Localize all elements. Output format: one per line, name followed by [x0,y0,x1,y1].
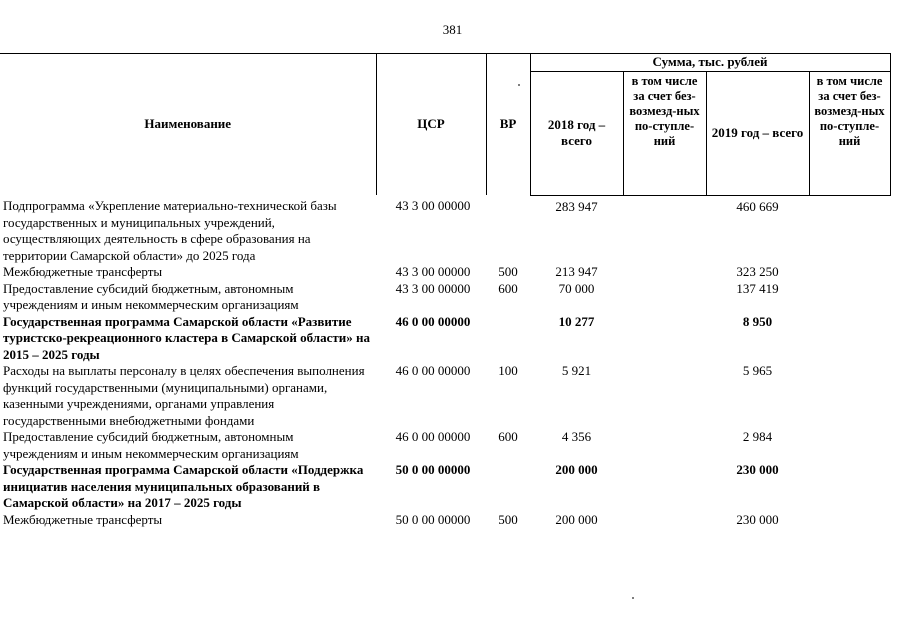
header-2018-total-text: 2018 год – всего [547,117,606,148]
cell-incl18 [623,512,706,529]
cell-incl19 [809,281,890,314]
table-row [0,512,890,529]
cell-vr: 500 [498,511,518,527]
cell-vr: 600 [498,429,518,444]
cell-csr: 50 0 00 00000 [395,462,471,477]
cell-incl19 [809,264,890,281]
table-row [0,314,890,364]
header-csr: ЦСР [376,54,486,196]
header-sum-group: Сумма, тыс. рублей [530,54,890,72]
scan-speck [518,84,520,86]
cell-name: Государственная программа Самарской области «Развитие туристско-рекреационного кластера в Самарской области» на 2015 – 2025 годы [3,313,370,362]
header-2019-total: 2019 год – всего [706,71,809,195]
cell-incl19 [809,429,890,462]
page-number: 381 [442,22,463,37]
cell-csr: 46 0 00 00000 [395,363,471,378]
cell-amt18: 10 277 [558,313,595,329]
cell-amt19: 2 984 [742,429,773,444]
cell-incl18 [623,264,706,281]
cell-name: Подпрограмма «Укрепление материально-технической базы государственных и муниципальных учреждений, осуществляющих деятельность в сфере образования на территории Самарской области» до 2025 года [3,198,337,263]
cell-incl19 [809,462,890,512]
header-name: Наименование [0,54,376,196]
table-row [0,264,890,281]
cell-name: Межбюджетные трансферты [3,511,163,527]
cell-incl18 [623,195,706,264]
cell-amt18: 70 000 [558,280,595,296]
cell-incl18 [623,363,706,429]
table-row [0,195,890,264]
cell-name: Межбюджетные трансферты [3,264,163,279]
cell-csr: 43 3 00 00000 [395,280,471,296]
cell-csr: 43 3 00 00000 [395,198,471,213]
header-2019-incl: в том числе за счет без-возмезд-ных по-ступле-ний [809,71,890,195]
header-2018-total [530,71,623,195]
cell-amt18: 200 000 [555,462,598,477]
cell-amt19: 323 250 [736,264,779,279]
cell-amt19: 8 950 [742,313,773,329]
cell-name: Предоставление субсидий бюджетным, автономным учреждениям и иным некоммерческим организациям [3,429,299,461]
cell-incl18 [623,281,706,314]
header-2018-incl: в том числе за счет без-возмезд-ных по-ступле-ний [623,71,706,195]
cell-incl18 [623,429,706,462]
table-row [0,281,890,314]
cell-name: Государственная программа Самарской области «Поддержка инициатив населения муниципальных образований в Самарской области» на 2017 – 2025 годы [3,462,364,510]
table-row [0,462,890,512]
cell-vr: 500 [498,264,518,279]
cell-vr [486,462,530,512]
table-header [0,54,890,196]
cell-incl18 [623,314,706,364]
cell-incl19 [809,314,890,364]
cell-csr: 46 0 00 00000 [395,429,471,444]
cell-vr: 100 [498,363,518,378]
cell-amt18: 283 947 [555,198,598,214]
cell-incl19 [809,363,890,429]
budget-table [0,53,891,528]
cell-amt18: 5 921 [561,363,592,378]
cell-amt19: 460 669 [736,198,779,214]
cell-amt19: 230 000 [736,462,779,477]
cell-vr [486,195,530,264]
cell-csr: 50 0 00 00000 [395,511,471,527]
cell-amt19: 230 000 [736,511,779,527]
cell-name: Предоставление субсидий бюджетным, автономным учреждениям и иным некоммерческим организациям [3,280,299,312]
cell-amt18: 213 947 [555,264,598,279]
cell-vr [486,314,530,364]
table-row [0,429,890,462]
cell-amt19: 137 419 [736,280,779,296]
cell-amt18: 4 356 [561,429,592,444]
cell-amt18: 200 000 [555,511,598,527]
scan-speck [632,597,634,599]
cell-csr: 43 3 00 00000 [395,264,471,279]
table-body [0,195,890,528]
cell-incl19 [809,512,890,529]
cell-name: Расходы на выплаты персоналу в целях обеспечения выполнения функций государственными (муниципальными) органами, казенными учреждениями, органами управления государственными внебюджетными фондами [3,363,365,428]
table-row [0,363,890,429]
cell-incl18 [623,462,706,512]
header-vr: ВР [486,54,530,196]
cell-incl19 [809,195,890,264]
cell-vr: 600 [498,280,518,296]
cell-amt19: 5 965 [742,363,773,378]
cell-csr: 46 0 00 00000 [395,313,471,329]
